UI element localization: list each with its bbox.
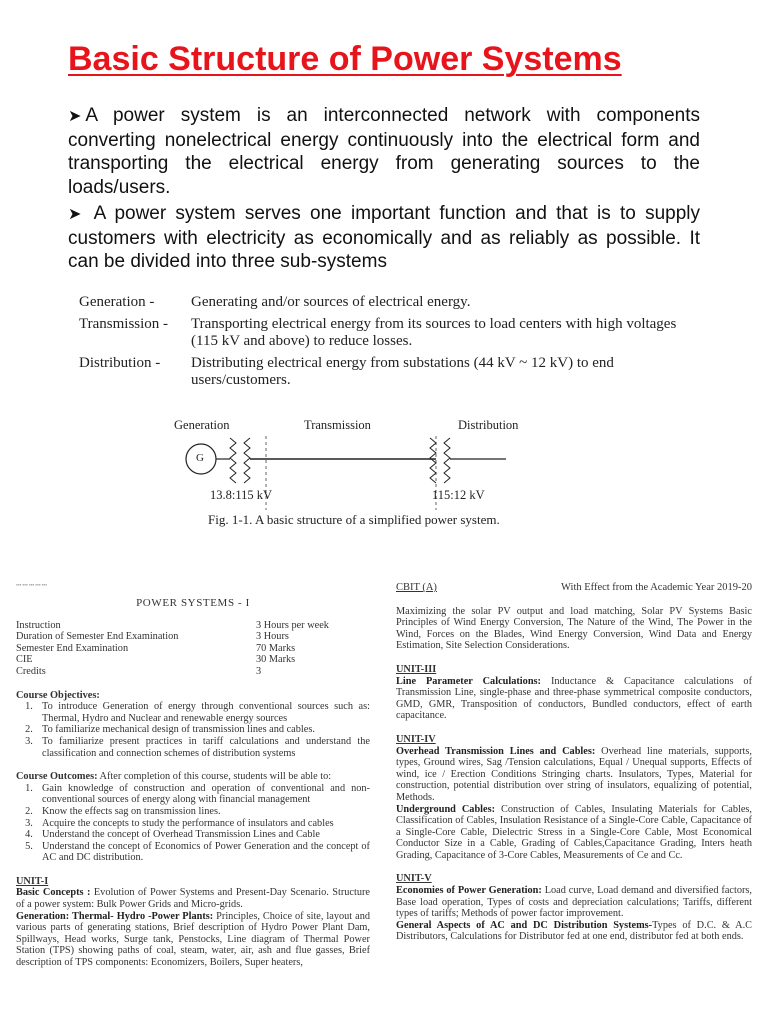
- objective-item: [16, 736, 370, 759]
- outcome-text: Understand the concept of Overhead Transmission Lines and Cable: [42, 829, 320, 841]
- info-value: 70 Marks: [256, 642, 296, 654]
- bullet-1-text: A power system is an interconnected network with components converting nonelectrical energy continuously into the electrical form and transporting the electrical energy from generating sources to the loads/users.: [68, 105, 700, 198]
- unit-5-text: [396, 885, 752, 920]
- definition-term: Generation -: [79, 294, 155, 310]
- institution-label: CBIT (A): [396, 582, 437, 593]
- definition-row: [79, 294, 679, 312]
- unit-3-body: Inductance & Capacitance calculations of Transmission Line, single-phase and three-phase symmetrical composite conductors, GMD, GMR, Transposition of conductors, Bundled conductors, effect of earth capacitance.: [396, 675, 752, 722]
- unit-5-body: Types of D.C. & A.C Distributors, Calculations for Distributor fed at one end, distributor fed at both ends.: [396, 919, 753, 943]
- objective-text: To introduce Generation of energy through conventional sources such as: Thermal, Hydro and Nuclear and renewable energy sources: [42, 701, 370, 724]
- info-value: 3 Hours: [256, 631, 289, 643]
- outcome-item: [16, 841, 370, 864]
- info-row: [16, 643, 370, 655]
- outcome-number: 1.: [25, 782, 33, 794]
- info-value: 30 Marks: [256, 654, 296, 666]
- outcome-text: Understand the concept of Economics of Power Generation and the concept of AC and DC distribution.: [42, 840, 370, 864]
- outcome-item: [16, 806, 370, 818]
- unit-4-text: [396, 746, 752, 804]
- unit-4-bold-term: Overhead Transmission Lines and Cables:: [396, 745, 596, 757]
- info-label: Semester End Examination: [16, 642, 129, 654]
- unit-4-cables: [396, 804, 752, 862]
- unit-1-text: Principles, Choice of site, layout and various parts of generating stations, Brief description of Hydro Power Plant Dam, Spillways, Head works, Surge tank, Penstocks, Line diagram of Thermal Power Station (TPS) showing paths of coal, steam, water, air, ash and flue gasses, Brief description of TPS components: Economizers, Boilers, Super heaters,: [16, 910, 370, 969]
- unit-1-text: Evolution of Power Systems and Present-Day Scenario. Structure of a power system: Bulk Power Grids and Micro-grids.: [16, 887, 371, 911]
- bullet-1: [68, 104, 700, 199]
- slide-title: Basic Structure of Power Systems: [68, 40, 622, 78]
- unit-5-distribution: [396, 920, 752, 943]
- info-label: Credits: [16, 665, 46, 677]
- unit-2-continued: Maximizing the solar PV output and load matching, Solar PV Systems Basic Principles of Wind Energy Conversion, The Nature of the Wind, The Power in the Wind, Forces on the Blades, Wind Energy Conversion, Wind Data and Energy Estimation, Site Selection Considerations.: [396, 605, 752, 652]
- objective-text: To familiarize mechanical design of transmission lines and cables.: [42, 724, 315, 736]
- objective-item: [16, 701, 370, 724]
- definition-text: Generating and/or sources of electrical energy.: [191, 294, 471, 310]
- unit-5-heading: UNIT-V: [396, 873, 432, 885]
- outcomes-heading-line: [16, 771, 370, 783]
- arrow-bullet-icon: ➤: [68, 206, 82, 223]
- unit-1-basic-concepts: [16, 887, 370, 910]
- objective-text: To familiarize present practices in tariff calculations and understand the classification and connection schemes of distribution systems: [42, 735, 370, 759]
- generator-label: G: [196, 452, 204, 464]
- step-up-transformer-icon: [230, 438, 250, 483]
- unit-5-body: Load curve, Load demand and diversified factors, Base load operation, Types of costs and depreciation calculations; Tariffs, different types of tariffs; Methods of power factor improvement.: [396, 885, 753, 920]
- unit-4-body: Construction of Cables, Insulating Materials for Cables, Classification of Cables, Insulation Resistance of a Single-Core Cable, Capacitance of a Single-Core Cable, Dielectric Stress in a Single-Core Cable, Most Economical Conductor Size in a Cable, Grading of Cables,Capacitance Grading, Inters heath Grading, Capacitance of 3-Core Cables, Measurements of Ce and Cc.: [396, 803, 752, 861]
- outcome-text: Gain knowledge of construction and operation of conventional and non-conventional sources of energy along with financial management: [42, 782, 370, 806]
- outcome-item: [16, 818, 370, 830]
- step-down-voltage: 115:12 kV: [432, 488, 485, 502]
- outcome-text: Acquire the concepts to study the performance of insulators and cables: [42, 817, 334, 829]
- definition-text: Distributing electrical energy from substations (44 kV ~ 12 kV) to end users/customers.: [191, 354, 614, 388]
- unit-3-heading: UNIT-III: [396, 663, 437, 675]
- syllabus-page-right: [390, 582, 762, 1024]
- info-row: [16, 666, 370, 678]
- unit-4-heading: UNIT-IV: [396, 733, 436, 745]
- unit-4-body: Overhead line materials, supports, types, Ground wires, Sag /Tension calculations, Equal / Unequal supports, Effects of wind, ice / Erection Conditions Stringing charts. Insulators, Types, Material for construction, potential distribution over string of insulators, equalizing of potential, Methods.: [396, 745, 752, 803]
- bullet-2: [68, 202, 700, 274]
- unit-1-heading: UNIT-I: [16, 875, 49, 887]
- academic-year-label: With Effect from the Academic Year 2019-20: [561, 582, 752, 593]
- definition-text: Transporting electrical energy from its sources to load centers with high voltages (115 kV and above) to reduce losses.: [191, 315, 677, 349]
- unit-1-bold-term: Generation: Thermal- Hydro -Power Plants:: [16, 910, 214, 922]
- course-title: POWER SYSTEMS - I: [136, 597, 250, 609]
- info-label: CIE: [16, 654, 33, 666]
- course-info-table: [16, 620, 370, 678]
- unit-5-bold-term: Economies of Power Generation:: [396, 885, 542, 897]
- objective-number: 3.: [25, 735, 33, 747]
- syllabus-page-left: [4, 582, 380, 1024]
- outcomes-intro: After completion of this course, students will be able to:: [99, 771, 332, 783]
- torn-header: ┄┄┄┄┄: [16, 582, 49, 590]
- info-value: 3: [256, 665, 262, 677]
- definition-term: Transmission -: [79, 315, 169, 332]
- outcome-text: Know the effects sag on transmission lines.: [42, 805, 221, 817]
- definition-row: [79, 316, 679, 351]
- info-label: Instruction: [16, 619, 61, 631]
- figure-caption: Fig. 1-1. A basic structure of a simplified power system.: [208, 512, 500, 527]
- info-label: Duration of Semester End Examination: [16, 631, 179, 643]
- page-header: [396, 582, 752, 594]
- step-down-transformer-icon: [430, 438, 450, 483]
- unit-4-bold-term: Underground Cables:: [396, 803, 496, 815]
- bullet-2-text: A power system serves one important function and that is to supply customers with electricity as economically and as reliably as possible. It can be divided into three sub-systems: [68, 203, 700, 272]
- diagram-label-generation: Generation: [174, 418, 230, 432]
- diagram-label-distribution: Distribution: [458, 418, 519, 432]
- outcome-number: 3.: [25, 817, 33, 829]
- subsystem-definitions: [79, 294, 679, 394]
- unit-3-bold-term: Line Parameter Calculations:: [396, 675, 541, 687]
- unit-1-generation: [16, 911, 370, 969]
- unit-1-bold-term: Basic Concepts :: [16, 887, 91, 899]
- outcome-number: 5.: [25, 840, 33, 852]
- objectives-heading: Course Objectives:: [16, 689, 100, 701]
- info-row: [16, 631, 370, 643]
- objective-number: 2.: [25, 724, 33, 736]
- objective-item: [16, 724, 370, 736]
- arrow-bullet-icon: ➤: [68, 108, 82, 125]
- info-row: [16, 620, 370, 632]
- objective-number: 1.: [25, 701, 33, 713]
- unit-5-bold-term: General Aspects of AC and DC Distribution Systems-: [396, 919, 653, 931]
- info-row: [16, 654, 370, 666]
- outcome-item: [16, 829, 370, 841]
- diagram-label-transmission: Transmission: [304, 418, 371, 432]
- info-value: 3 Hours per week: [256, 619, 329, 631]
- outcomes-heading: Course Outcomes:: [16, 771, 98, 783]
- outcome-number: 2.: [25, 805, 33, 817]
- outcome-number: 4.: [25, 829, 33, 841]
- outcome-item: [16, 783, 370, 806]
- unit-3-text: [396, 676, 752, 722]
- step-up-voltage: 13.8:115 kV: [210, 488, 273, 502]
- definition-row: [79, 355, 679, 390]
- definition-term: Distribution -: [79, 354, 161, 371]
